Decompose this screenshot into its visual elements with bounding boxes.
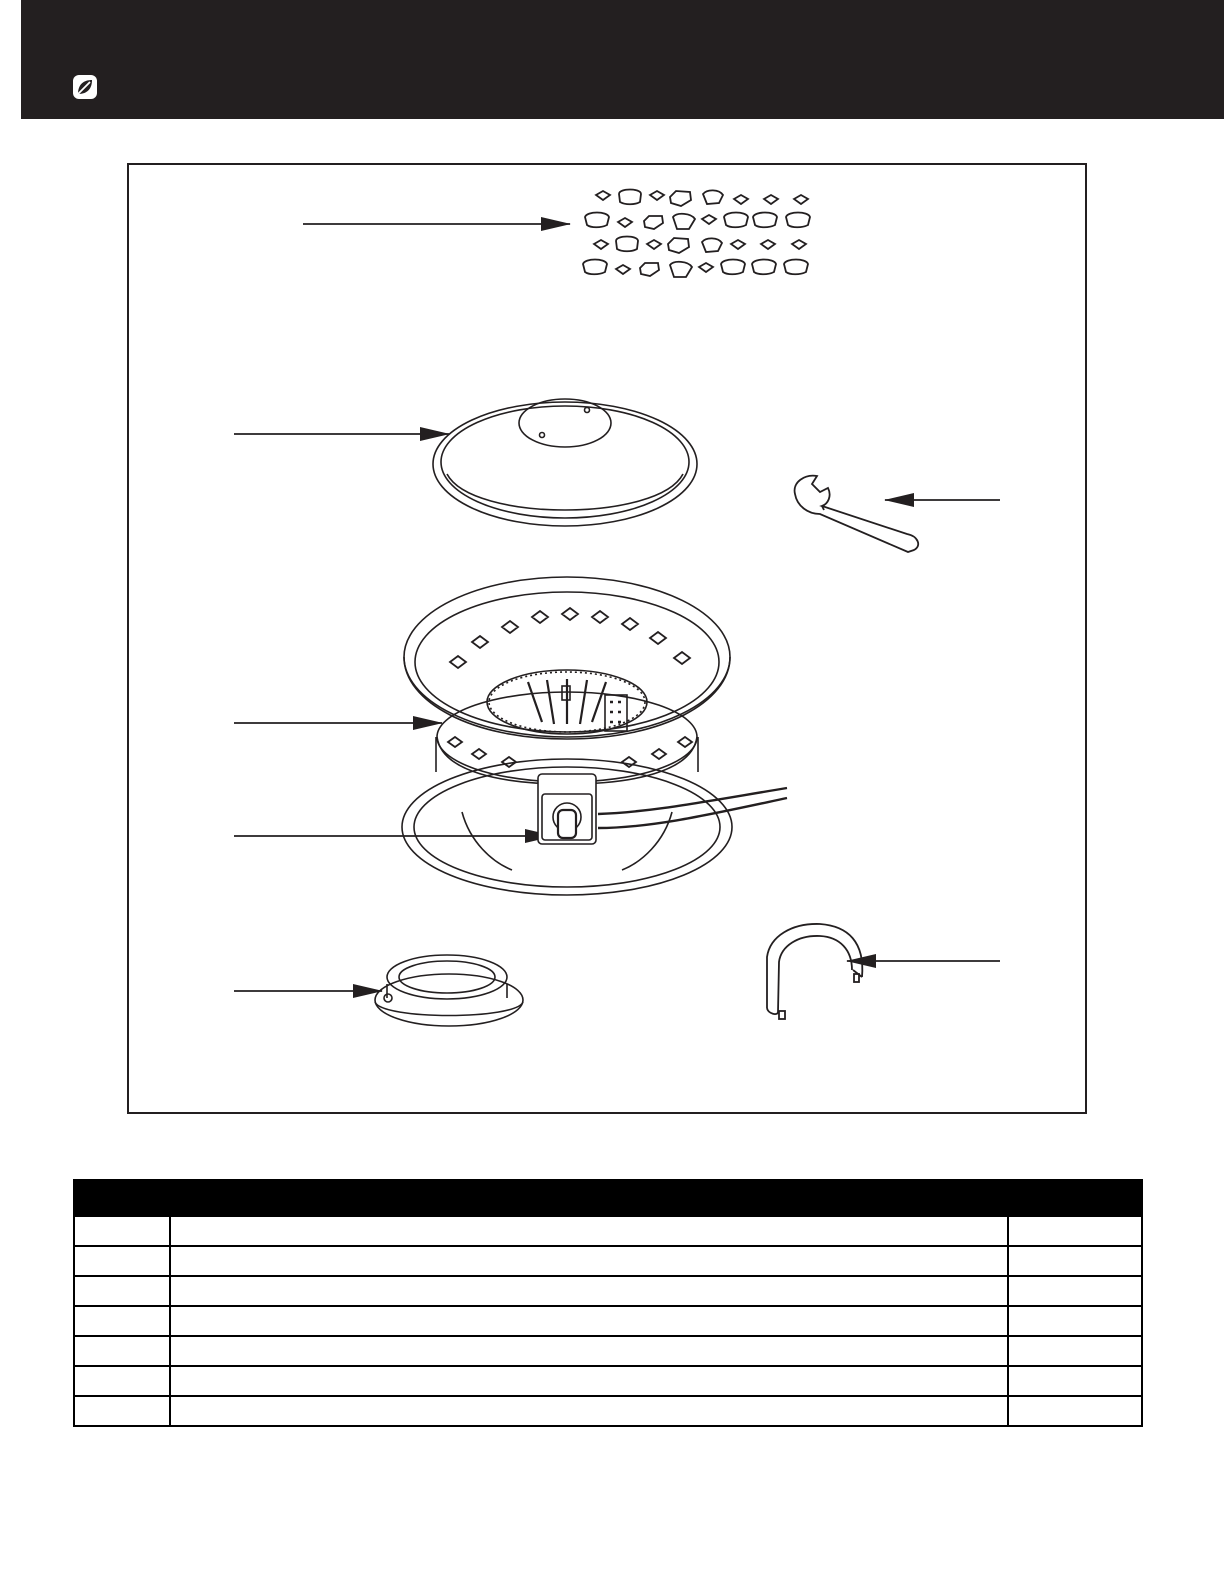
leaf-logo-icon [72, 74, 98, 100]
part-number-cell [74, 1276, 170, 1306]
description-cell [170, 1306, 1008, 1336]
wrench-illustration [795, 476, 919, 552]
parts-table [73, 1179, 1143, 1427]
quantity-cell [1008, 1276, 1142, 1306]
part-number-cell [74, 1306, 170, 1336]
quantity-cell [1008, 1216, 1142, 1246]
quantity-cell [1008, 1336, 1142, 1366]
description-cell [170, 1246, 1008, 1276]
part-number-header [74, 1180, 170, 1216]
quantity-cell [1008, 1306, 1142, 1336]
leg-base-illustration [375, 955, 523, 1026]
table-row [74, 1216, 1142, 1246]
table-row [74, 1396, 1142, 1426]
quantity-cell [1008, 1246, 1142, 1276]
parts-table-header [74, 1180, 1142, 1216]
quantity-header [1008, 1180, 1142, 1216]
header-bar [21, 0, 1224, 119]
fire-bowl-illustration [402, 577, 787, 895]
handle-illustration [767, 924, 862, 1019]
quantity-cell [1008, 1396, 1142, 1426]
description-cell [170, 1366, 1008, 1396]
description-cell [170, 1276, 1008, 1306]
table-row [74, 1336, 1142, 1366]
description-cell [170, 1396, 1008, 1426]
part-number-cell [74, 1336, 170, 1366]
table-row [74, 1246, 1142, 1276]
part-number-cell [74, 1246, 170, 1276]
part-number-cell [74, 1396, 170, 1426]
description-cell [170, 1216, 1008, 1246]
lava-rocks-illustration [583, 190, 810, 278]
description-header [170, 1180, 1008, 1216]
description-cell [170, 1336, 1008, 1366]
part-number-cell [74, 1366, 170, 1396]
lid-illustration [433, 399, 697, 526]
quantity-cell [1008, 1366, 1142, 1396]
table-row [74, 1276, 1142, 1306]
part-number-cell [74, 1216, 170, 1246]
table-row [74, 1306, 1142, 1336]
parts-diagram [127, 163, 1087, 1114]
table-row [74, 1366, 1142, 1396]
